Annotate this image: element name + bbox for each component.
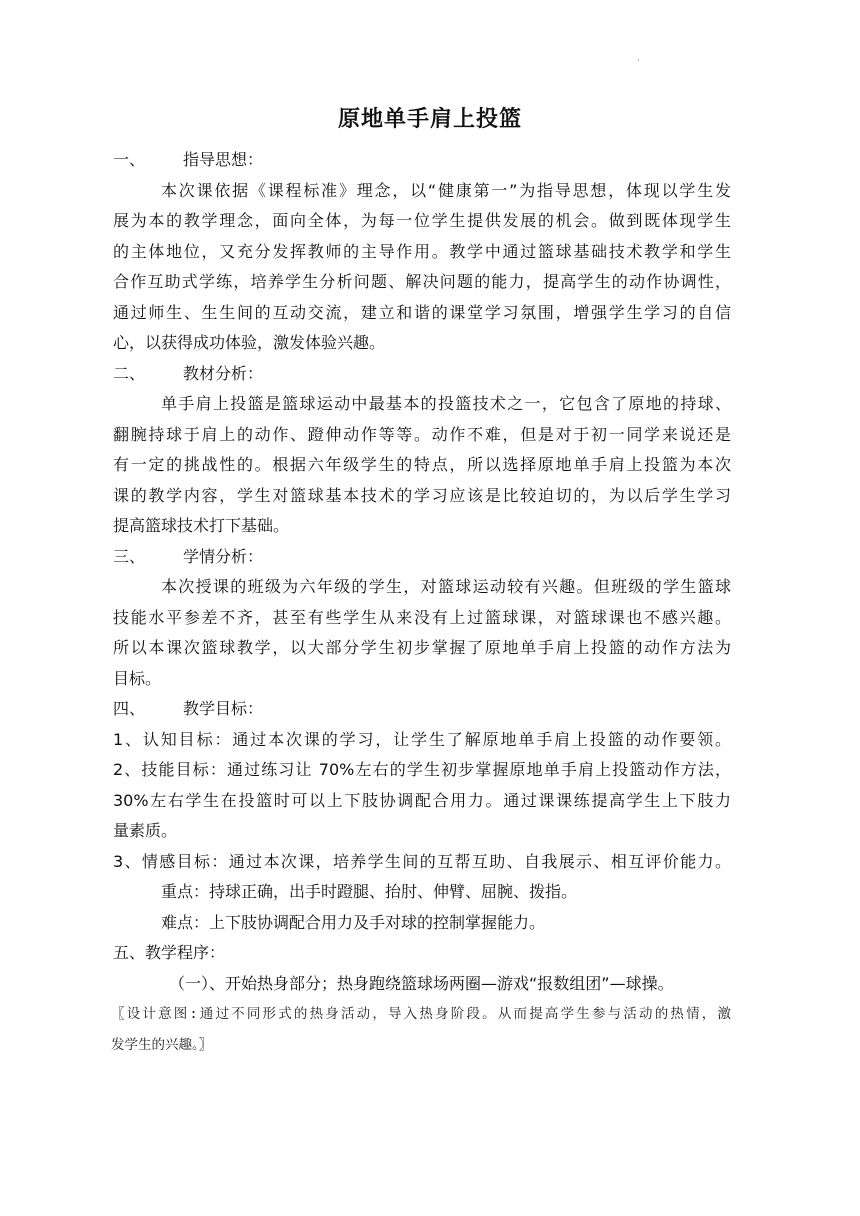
difficulty-point: 难点：上下肢协调配合用力及手对球的控制掌握能力。 — [161, 912, 546, 932]
section-heading-text: 教学目标： — [183, 699, 264, 718]
goal-line: 30%左右学生在投篮时可以上下肢协调配合用力。通过课课练提高学生上下肢力 — [113, 790, 731, 810]
paragraph-line: 单手肩上投篮是篮球运动中最基本的投篮技术之一，它包含了原地的持球、 — [161, 394, 731, 413]
paragraph-line: 所以本课次篮球教学，以大部分学生初步掌握了原地单手肩上投篮的动作方法为 — [113, 638, 731, 657]
page-title: 原地单手肩上投篮 — [337, 107, 522, 132]
section-number: 二、 — [113, 363, 146, 383]
section-number: 三、 — [113, 546, 146, 566]
goal-line: 1、认知目标：通过本次课的学习，让学生了解原地单手肩上投篮的动作要领。 — [113, 729, 731, 749]
section-number: 四、 — [113, 699, 146, 718]
paragraph-line: 展为本的教学理念，面向全体，为每一位学生提供发展的机会。做到既体现学生 — [113, 211, 731, 230]
section-heading-2 — [113, 359, 731, 390]
section-heading-1 — [113, 145, 731, 176]
goal-line: 量素质。 — [113, 821, 178, 840]
paragraph-line: 技能水平参差不齐，甚至有些学生从来没有上过篮球课，对篮球课也不感兴趣。 — [113, 607, 731, 627]
paragraph-line: 课的教学内容，学生对篮球基本技术的学习应该是比较迫切的，为以后学生学习 — [113, 485, 731, 505]
section-heading-3 — [113, 542, 731, 573]
goal-line: 2、技能目标：通过练习让 70%左右的学生初步掌握原地单手肩上投篮动作方法， — [113, 760, 731, 779]
key-point: 重点：持球正确，出手时蹬腿、抬肘、伸臂、屈腕、拨指。 — [161, 882, 578, 901]
paragraph-line: 合作互助式学练，培养学生分析问题、解决问题的能力，提高学生的动作协调性， — [113, 272, 731, 291]
procedure-part-1: （一）、开始热身部分；热身跑绕篮球场两圈—游戏“报数组团”—球操。 — [169, 973, 674, 993]
paragraph-line: 翻腕持球于肩上的动作、蹬伸动作等等。动作不难，但是对于初一同学来说还是 — [113, 424, 731, 444]
document-body — [113, 145, 731, 1060]
section-heading-text: 指导思想： — [183, 150, 264, 169]
section-heading-4 — [113, 694, 731, 725]
design-note-line: 发学生的兴趣。〗 — [111, 1036, 213, 1053]
paragraph-line: 的主体地位，又充分发挥教师的主导作用。教学中通过篮球基础技术教学和学生 — [113, 241, 731, 261]
paragraph-line: 本次课依据《课程标准》理念，以“健康第一”为指导思想，体现以学生发 — [161, 180, 731, 200]
goal-line: 3、情感目标：通过本次课，培养学生间的互帮互助、自我展示、相互评价能力。 — [113, 851, 731, 871]
paragraph-line: 目标。 — [113, 668, 162, 688]
section-heading-text: 学情分析： — [183, 546, 264, 566]
paragraph-line: 本次授课的班级为六年级的学生，对篮球运动较有兴趣。但班级的学生篮球 — [161, 577, 731, 596]
corner-mark: · — [637, 56, 640, 65]
paragraph-line: 提高篮球技术打下基础。 — [113, 516, 290, 535]
paragraph-line: 通过师生、生生间的互动交流，建立和谐的课堂学习氛围，增强学生学习的自信 — [113, 302, 731, 322]
section-number: 一、 — [113, 150, 146, 169]
design-note-line: 〖设计意图:通过不同形式的热身活动，导入热身阶段。从而提高学生参与活动的热情，激 — [111, 1006, 731, 1022]
paragraph-line: 心，以获得成功体验，激发体验兴趣。 — [113, 333, 386, 352]
section-heading-text: 教材分析： — [183, 363, 264, 383]
paragraph-line: 有一定的挑战性的。根据六年级学生的特点，所以选择原地单手肩上投篮为本次 — [113, 455, 731, 474]
section-heading-5: 五、教学程序： — [113, 943, 226, 962]
